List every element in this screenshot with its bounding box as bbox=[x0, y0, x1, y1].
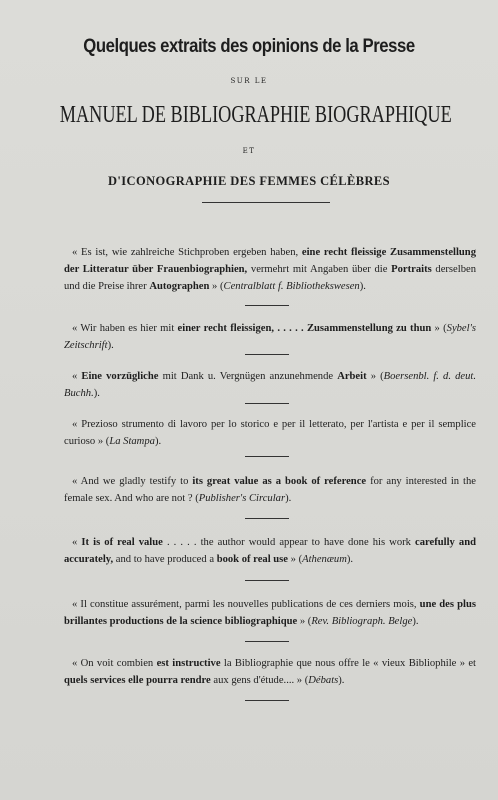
quote-segment: aux gens d'étude.... » ( bbox=[210, 675, 309, 686]
quote-segment: est instructive bbox=[156, 658, 221, 669]
title-divider bbox=[202, 202, 330, 203]
quote-segment: ). bbox=[359, 281, 366, 292]
quote-segment: la Bibliographie que nous offre le « vieux Bibliophile » et bbox=[220, 658, 476, 669]
press-quote-1 bbox=[64, 244, 476, 295]
quote-segment: » ( bbox=[297, 616, 312, 627]
quote-segment: book of real use bbox=[216, 554, 289, 565]
quote-segment: its great value as a book of reference bbox=[192, 476, 367, 487]
press-quote-6 bbox=[64, 534, 476, 568]
page-title: Quelques extraits des opinions de la Presse bbox=[83, 36, 415, 57]
quote-divider-7 bbox=[245, 641, 289, 642]
quote-segment: « Prezioso strumento di lavoro per lo storico e per il letterato, per l'artista e per il semplice curioso » ( bbox=[64, 419, 476, 447]
quote-segment: « Il constitue assurément, parmi les nouvelles publications de ces derniers mois, bbox=[72, 599, 420, 610]
book-title: MANUEL DE BIBLIOGRAPHIE BIOGRAPHIQUE bbox=[59, 102, 452, 128]
quote-segment: Publisher's Circular bbox=[198, 493, 286, 504]
quote-segment: Autographen bbox=[149, 281, 210, 292]
quote-segment: ). bbox=[346, 554, 354, 565]
quote-segment: Arbeit bbox=[337, 371, 367, 382]
subtitle-et: ET bbox=[242, 147, 256, 155]
press-quote-3 bbox=[64, 368, 476, 402]
press-quote-5 bbox=[64, 473, 476, 507]
subtitle-sur-le: SUR LE bbox=[230, 77, 268, 85]
quote-segment: eine recht fleissige Zusammenstellung der Litteratur über Frauenbiographien, bbox=[64, 247, 476, 275]
quote-segment: » ( bbox=[288, 554, 303, 565]
quote-segment: einer recht fleissigen, . . . . . Zusammenstellung zu thun bbox=[177, 323, 432, 334]
quote-divider-4 bbox=[245, 456, 289, 457]
quote-segment: ). bbox=[154, 436, 162, 447]
quote-segment: Portraits bbox=[391, 264, 432, 275]
quote-segment: derselben und die Preise ihrer bbox=[64, 264, 476, 292]
quote-segment: ). bbox=[412, 616, 419, 627]
quote-segment: Débats bbox=[308, 675, 339, 686]
quote-segment: quels services elle pourra rendre bbox=[64, 675, 211, 686]
quote-segment: La Stampa bbox=[109, 436, 155, 447]
quote-divider-8 bbox=[245, 700, 289, 701]
quote-segment: for any interested in the female sex. And who are not ? ( bbox=[64, 476, 476, 504]
quote-divider-3 bbox=[245, 403, 289, 404]
quote-segment: and to have produced a bbox=[113, 554, 217, 565]
quote-divider-2 bbox=[245, 354, 289, 355]
quote-segment: « Wir haben es hier mit bbox=[72, 323, 178, 334]
quote-segment: Sybel's Zeitschrift bbox=[64, 323, 476, 351]
quote-divider-1 bbox=[245, 305, 289, 306]
press-quote-7 bbox=[64, 596, 476, 630]
quote-segment: ). bbox=[338, 675, 345, 686]
quote-segment: « On voit combien bbox=[72, 658, 157, 669]
quote-segment: Centralblatt f. Bibliothekswesen bbox=[223, 281, 360, 292]
quote-segment: » ( bbox=[209, 281, 224, 292]
quote-segment: Eine vorzügliche bbox=[81, 371, 159, 382]
quote-segment: « bbox=[72, 537, 82, 548]
quote-segment: » ( bbox=[366, 371, 384, 382]
quote-divider-6 bbox=[245, 580, 289, 581]
press-quote-4 bbox=[64, 416, 476, 450]
quote-segment: « And we gladly testify to bbox=[72, 476, 193, 487]
quote-segment: ). bbox=[107, 340, 114, 351]
book-subtitle: D'ICONOGRAPHIE DES FEMMES CÉLÈBRES bbox=[107, 174, 391, 188]
press-quote-8 bbox=[64, 655, 476, 689]
quote-divider-5 bbox=[245, 518, 289, 519]
quote-segment: carefully and accurately, bbox=[64, 537, 477, 565]
press-quote-2 bbox=[64, 320, 476, 354]
quote-segment: . . . . . the author would appear to have done his work bbox=[162, 537, 416, 548]
quote-segment: Athenæum bbox=[302, 554, 347, 565]
quote-segment: » ( bbox=[431, 323, 447, 334]
quote-segment: ). bbox=[285, 493, 292, 504]
quote-segment: Rev. Bibliograph. Belge bbox=[311, 616, 413, 627]
quote-segment: Boersenbl. f. d. deut. Buchh. bbox=[64, 371, 476, 399]
quote-segment: It is of real value bbox=[81, 537, 163, 548]
quote-segment: une des plus brillantes productions de la science bibliographique bbox=[64, 599, 476, 627]
quote-segment: « bbox=[72, 371, 82, 382]
quote-segment: ). bbox=[93, 388, 100, 399]
quote-segment: « Es ist, wie zahlreiche Stichproben ergeben haben, bbox=[72, 247, 302, 258]
quote-segment: mit Dank u. Vergnügen anzunehmende bbox=[158, 371, 338, 382]
quote-segment: vermehrt mit Angaben über die bbox=[247, 264, 392, 275]
